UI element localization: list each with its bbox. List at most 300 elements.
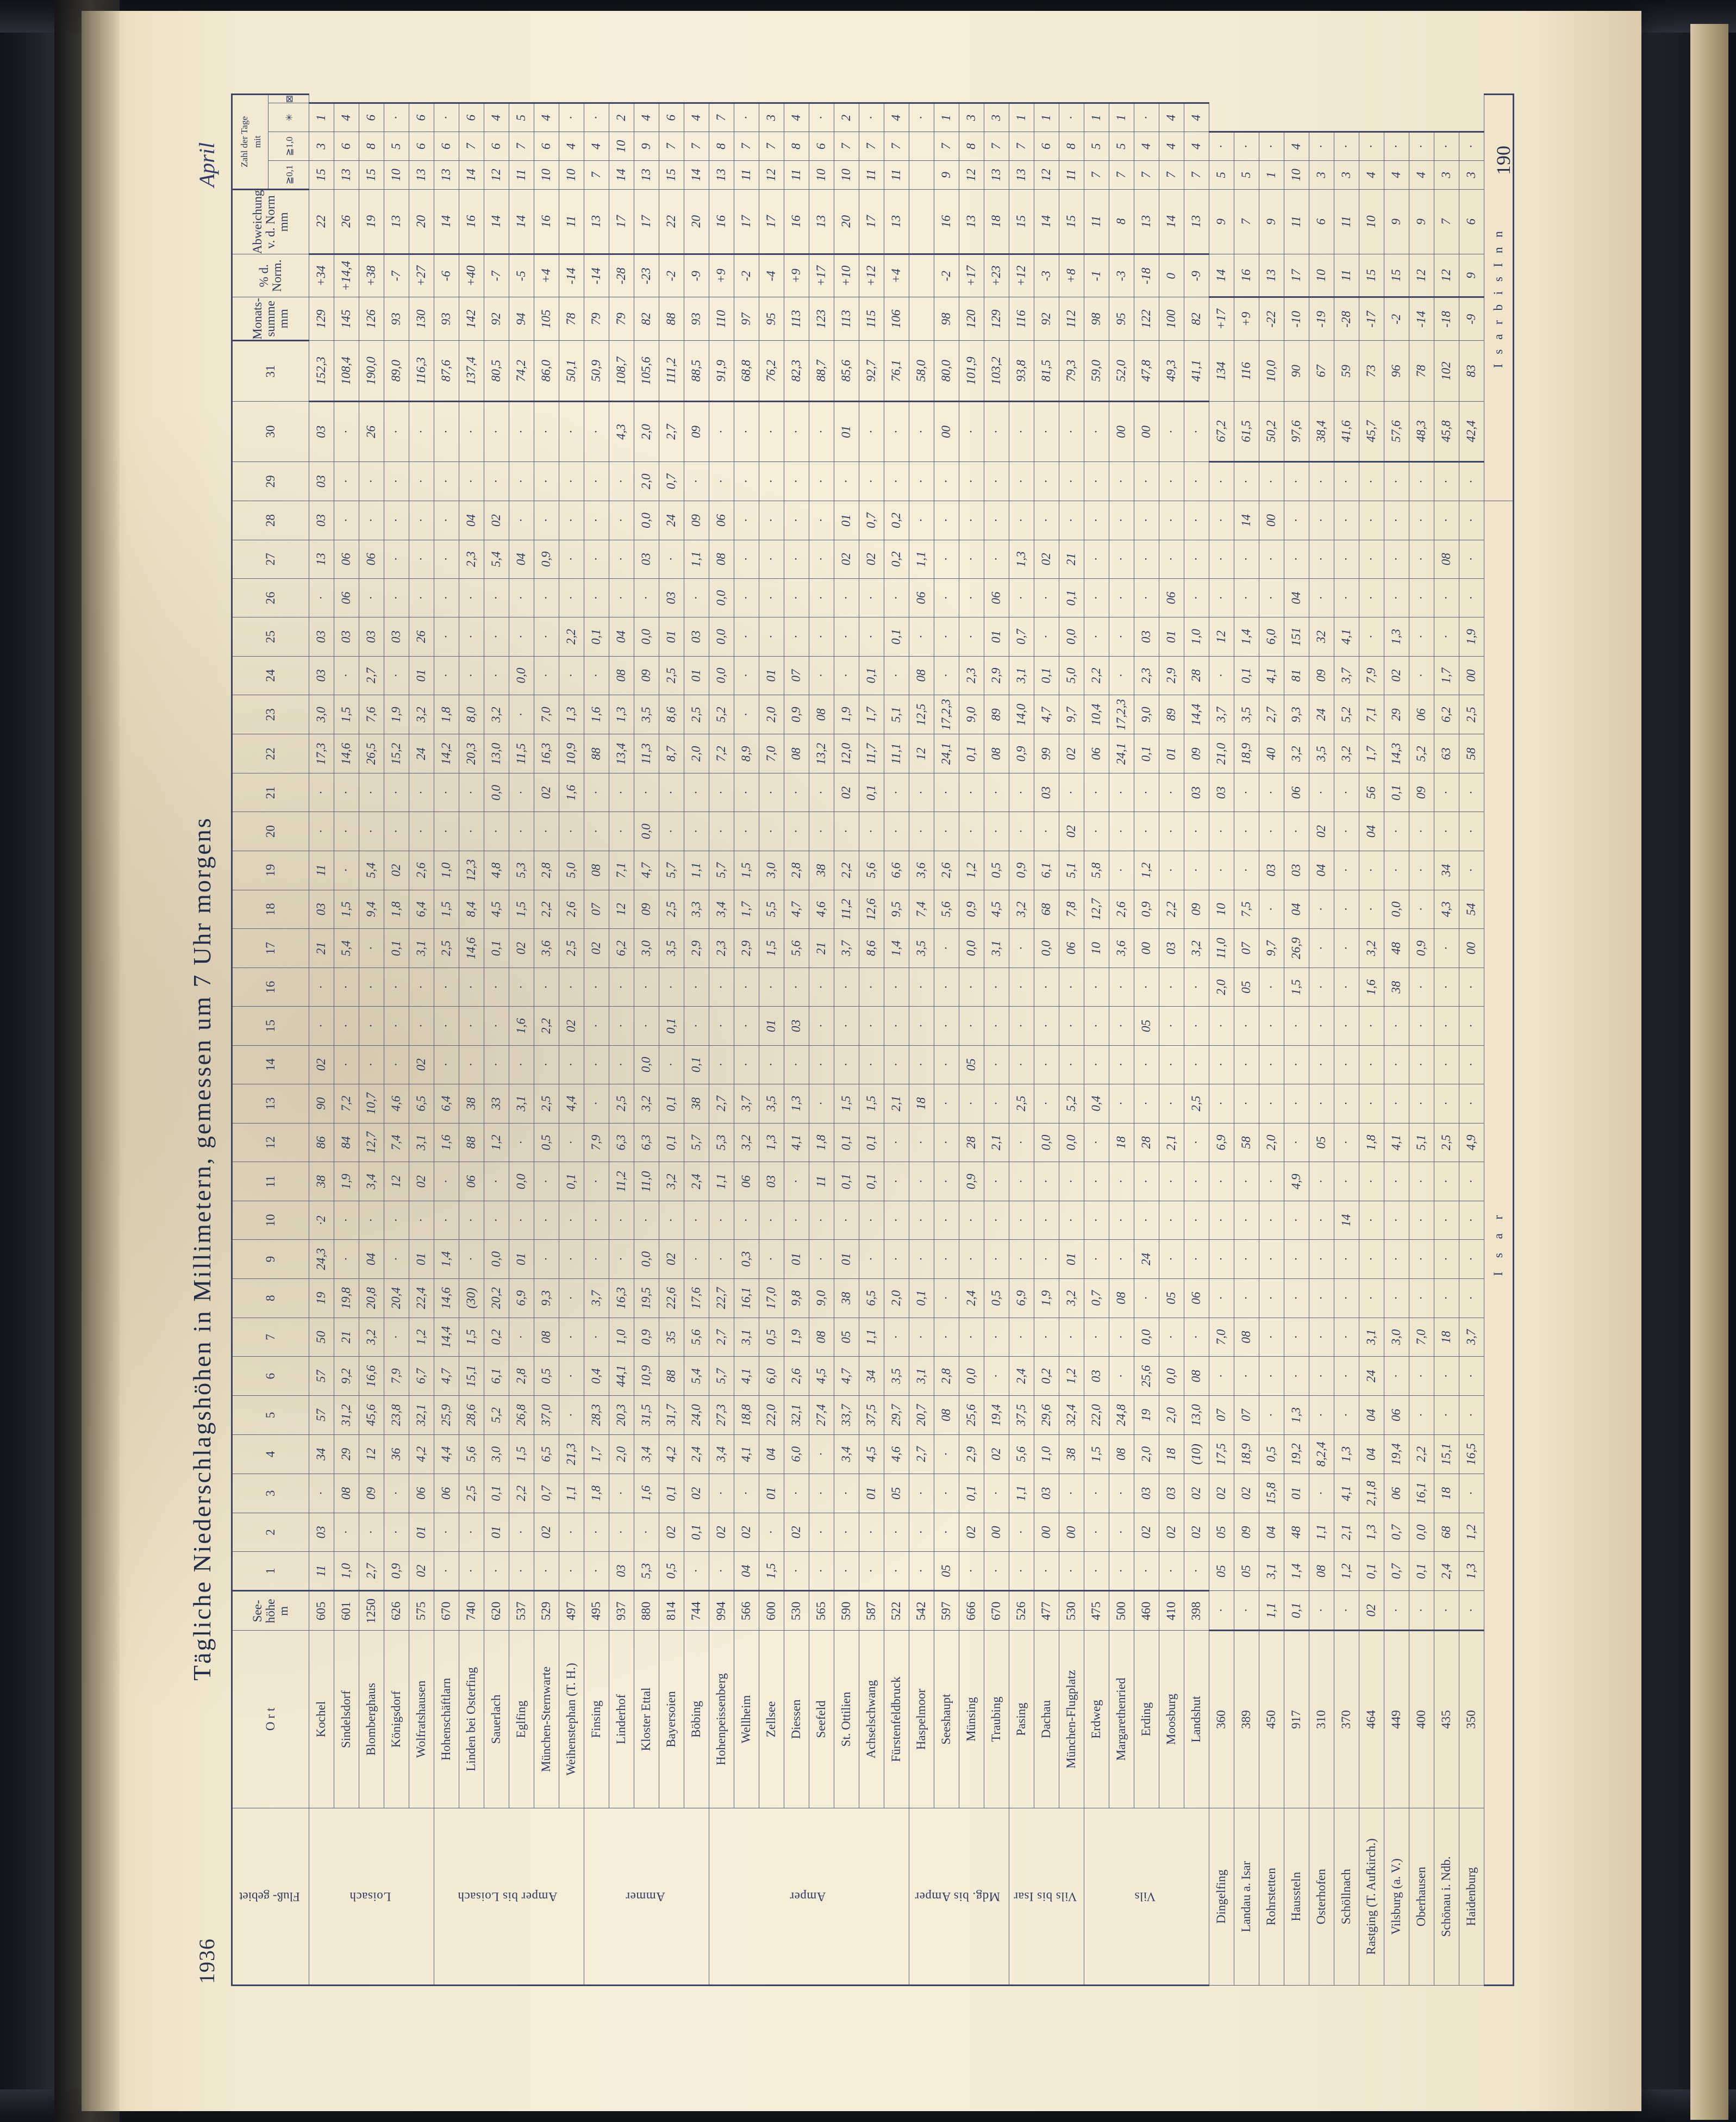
day-value-25: · [834,617,859,657]
row-monatssumme: 50,9 [584,341,609,402]
day-value-19: · [334,851,359,890]
row-seehoehe: 475 [1084,1591,1109,1631]
row-tage-schnee: 3 [1459,161,1484,189]
row-tage-ge-10: 13 [1009,161,1034,189]
day-value-5: 19 [1134,1396,1159,1435]
row-prozent: 79 [609,297,634,341]
day-value-10: · [1184,1201,1209,1240]
day-value-27: · [1134,540,1159,578]
day-value-3: · [384,1474,409,1513]
day-value-20: · [1384,851,1409,890]
row-seehoehe: 449 [1384,1631,1409,1808]
day-value-29: · [609,462,634,501]
row-tage-ge-01: 18 [984,189,1009,254]
day-value-21: · [509,773,534,812]
day-value-13: 1,8 [1359,1123,1384,1162]
day-value-23: 40 [1259,734,1284,773]
day-value-15: 01 [759,1007,784,1045]
day-value-6: 2,6 [784,1357,809,1396]
day-value-8: 0,5 [984,1278,1009,1318]
day-value-9: · [1309,1278,1334,1318]
day-value-19: 0,9 [1009,851,1034,890]
day-value-13: 3,5 [759,1084,784,1123]
day-value-21: 02 [1309,812,1334,851]
row-tage-ge-10: 11 [1059,161,1084,189]
day-value-30: · [384,401,409,461]
row-tage-ge-01: 13 [384,189,409,254]
day-value-13: 4,4 [559,1084,584,1123]
day-value-6: 6,1 [484,1357,509,1396]
day-value-14: · [834,1045,859,1084]
day-value-5: 37,0 [534,1396,559,1435]
row-monatssumme: 41,6 [1334,401,1359,461]
day-value-15: · [1159,1007,1184,1045]
col-header-day-6: 6 [232,1357,309,1396]
day-value-15: · [409,1007,434,1045]
day-value-10: · [934,1201,959,1240]
day-value-27: · [1184,540,1209,578]
day-value-19: · [1334,890,1359,929]
day-value-2: 2,4 [1434,1552,1459,1591]
day-value-29: · [1034,462,1059,501]
row-tage-ge-10: 14 [459,161,484,189]
row-tage-schnee: 8 [359,132,384,160]
page-month: April [195,142,219,188]
day-value-29: 0,7 [659,462,684,501]
day-value-7: · [1034,1318,1059,1357]
day-value-16: · [609,968,634,1007]
day-value-13: · [1134,1084,1159,1123]
day-value-23: 2,5 [684,695,709,734]
day-value-30: · [984,401,1009,461]
day-value-14: · [1109,1045,1134,1084]
day-value-11: 11 [809,1162,834,1201]
day-value-16: · [634,968,659,1007]
day-value-17: 2,3 [709,929,734,968]
day-value-30: 03 [309,401,334,461]
day-value-7: · [1284,1357,1309,1396]
day-value-30: · [1059,401,1084,461]
day-value-26: 06 [1159,578,1184,617]
day-value-23: 58 [1459,734,1484,773]
day-value-3: 08 [334,1474,359,1513]
day-value-24: · [534,656,559,695]
day-value-22: 0,1 [1384,773,1409,812]
day-value-20: · [734,812,759,851]
row-monatssumme: 50,1 [559,341,584,402]
day-value-28: · [734,501,759,540]
day-value-21: · [959,773,984,812]
row-tage-ge-01: 8 [1109,189,1134,254]
row-tage-schnee: 3 [1309,161,1334,189]
day-value-6: · [1309,1396,1334,1435]
day-value-13: 4,6 [384,1084,409,1123]
row-seehoehe: 450 [1259,1631,1284,1808]
day-value-8: 9,0 [809,1278,834,1318]
row-tage-schnee: 5 [1234,161,1259,189]
row-tage-ge-01: 16 [459,189,484,254]
day-value-4: 12 [359,1434,384,1474]
day-value-11: 0,9 [959,1162,984,1201]
day-value-29: · [1109,462,1134,501]
row-tage-hagel: 1 [1084,103,1109,132]
row-seehoehe: 310 [1309,1631,1334,1808]
day-value-23: 18,9 [1234,734,1259,773]
day-value-17: 3,1 [409,929,434,968]
day-value-29: · [934,462,959,501]
basin-label-isar-bis-inn: I s a r b i s I n n [1484,95,1514,501]
day-value-27: 02 [834,540,859,578]
day-value-10: · [759,1201,784,1240]
day-value-6: 2,4 [1009,1357,1034,1396]
day-value-8: 14,6 [434,1278,459,1318]
day-value-5: 17,5 [1209,1434,1234,1474]
day-value-22: 12,0 [834,734,859,773]
day-value-20: · [1334,851,1359,890]
row-seehoehe: 530 [1059,1591,1084,1631]
day-value-17: 0,1 [384,929,409,968]
day-value-17: 5,4 [334,929,359,968]
day-value-25: · [1084,617,1109,657]
day-value-10: · [984,1201,1009,1240]
day-value-29: · [759,462,784,501]
day-value-26: · [359,578,384,617]
day-value-11: 06 [734,1162,759,1201]
day-value-27: · [1334,578,1359,617]
day-value-23: 3,2 [1284,734,1309,773]
day-value-11: · [884,1162,909,1201]
day-value-15: 0,1 [659,1007,684,1045]
day-value-29: · [1059,462,1084,501]
row-prozent: 93 [384,297,409,341]
group-label-mdg-bis-amper: Mdg. bis Amper [909,1808,1009,1985]
row-tage-schnee: 6 [809,132,834,160]
day-value-13: 2,1 [884,1084,909,1123]
row-tage-schnee: 8 [709,132,734,160]
day-value-19: 5,4 [359,851,384,890]
day-value-15: · [484,1007,509,1045]
day-value-13: · [959,1084,984,1123]
day-value-28: · [334,501,359,540]
day-value-4: 01 [1284,1474,1309,1513]
row-monatssumme: 50,2 [1259,401,1284,461]
day-value-4: 1,5 [1084,1434,1109,1474]
row-monatssumme: 190,0 [359,341,384,402]
day-value-13: 1,3 [784,1084,809,1123]
day-value-2: 01 [409,1513,434,1551]
day-value-12: 1,6 [434,1123,459,1162]
day-value-4: 3,4 [634,1434,659,1474]
row-abweichung: -18 [1134,254,1159,297]
day-value-14: 0,0 [634,1045,659,1084]
row-monatssumme: 82,3 [784,341,809,402]
day-value-30: 4,3 [609,401,634,461]
day-value-23: 3,0 [309,695,334,734]
day-value-25: 26 [409,617,434,657]
day-value-27: · [759,540,784,578]
row-seehoehe: 398 [1184,1591,1209,1631]
day-value-23: 3,2 [409,695,434,734]
day-value-22: 56 [1359,773,1384,812]
day-value-6: 1,3 [1284,1396,1309,1435]
day-value-23: 12,5 [909,695,934,734]
day-value-12: 0,5 [534,1123,559,1162]
row-ort: Haspelmoor [909,1631,934,1808]
day-value-4: 02 [1209,1474,1234,1513]
day-value-14: · [659,1045,684,1084]
table-row [934,95,959,1986]
day-value-22: · [1309,773,1334,812]
day-value-3: · [1109,1474,1134,1513]
table-row [684,95,709,1986]
day-value-30: 26 [359,401,384,461]
day-value-18: · [1434,929,1459,968]
day-value-10: · [634,1201,659,1240]
day-value-2: 00 [1059,1513,1084,1551]
day-value-6: · [1434,1396,1459,1435]
day-value-22: · [1259,773,1284,812]
col-header-tage-hagel: ⊠ [268,95,309,103]
day-value-9: 01 [1059,1240,1084,1279]
row-seehoehe: 880 [634,1591,659,1631]
row-prozent: 95 [1109,297,1134,341]
day-value-4: 4,5 [859,1434,884,1474]
day-value-25: · [1109,617,1134,657]
day-value-27: · [384,540,409,578]
day-value-28: · [1284,540,1309,578]
day-value-28: · [1459,540,1484,578]
col-header-day-31: 31 [232,341,309,402]
day-value-25: · [859,617,884,657]
row-prozent: 59 [1334,341,1359,402]
row-tage-hagel: 2 [609,103,634,132]
row-prozent: 112 [1059,297,1084,341]
row-seehoehe: 500 [1109,1591,1134,1631]
row-prozent: 96 [1384,341,1409,402]
day-value-26: · [584,578,609,617]
day-value-5: 2,0 [1159,1396,1184,1435]
day-value-24: · [809,656,834,695]
day-value-18: 3,3 [684,890,709,929]
day-value-7: · [1334,1357,1359,1396]
day-value-20: · [709,812,734,851]
day-value-18: 7,4 [909,890,934,929]
row-tage-ge-10: 13 [984,161,1009,189]
day-value-7: 1,1 [859,1318,884,1357]
day-value-30: 01 [834,401,859,461]
day-value-5: 31,2 [334,1396,359,1435]
day-value-7: · [1434,1357,1459,1396]
day-value-19: 10 [1209,890,1234,929]
day-value-16: · [1359,1007,1384,1045]
book-page [82,11,1641,2111]
row-tage-hagel: 1 [1009,103,1034,132]
table-row [1409,95,1434,1986]
row-abweichung: +17 [959,254,984,297]
day-value-22: 13,0 [484,734,509,773]
day-value-30: · [859,401,884,461]
day-value-22: 11,1 [884,734,909,773]
day-value-5: 19,2 [1284,1434,1309,1474]
day-value-10: · [1334,1240,1359,1279]
table-row [459,95,484,1986]
day-value-13: · [1159,1084,1184,1123]
day-value-15: 03 [784,1007,809,1045]
day-value-11: 1,1 [709,1162,734,1201]
day-value-10: · [884,1201,909,1240]
day-value-2: 00 [984,1513,1009,1551]
day-value-20: 03 [1284,851,1309,890]
row-abweichung: -17 [1359,297,1384,341]
day-value-22: 24,1 [934,734,959,773]
day-value-25: 0,0 [709,617,734,657]
day-value-1: · [434,1552,459,1591]
day-value-3: 06 [434,1474,459,1513]
day-value-11: 0,0 [509,1162,534,1201]
day-value-16: · [459,968,484,1007]
table-row [884,95,909,1986]
day-value-20: 0,0 [634,812,659,851]
day-value-1: · [1034,1552,1059,1591]
page-year: 1936 [195,1938,219,1984]
day-value-2: · [859,1513,884,1551]
day-value-30: 09 [684,401,709,461]
day-value-3: 05 [884,1474,909,1513]
day-value-9: 24,3 [309,1240,334,1279]
day-value-2: 01 [484,1513,509,1551]
day-value-13: 2,5 [1184,1084,1209,1123]
day-value-4: 4,1 [1334,1474,1359,1513]
day-value-13: · [1284,1123,1309,1162]
day-value-8: 05 [1159,1278,1184,1318]
day-value-25: · [434,617,459,657]
day-value-4: 6,0 [784,1434,809,1474]
row-monatssumme: 48,3 [1409,401,1434,461]
day-value-27: · [959,540,984,578]
day-value-20: · [434,812,459,851]
day-value-18: 07 [584,890,609,929]
day-value-22: 7,2 [709,734,734,773]
day-value-17: 03 [1159,929,1184,968]
day-value-18: 3,2 [1359,929,1384,968]
day-value-25: 03 [1134,617,1159,657]
day-value-24: 03 [309,656,334,695]
day-value-12: 5,3 [709,1123,734,1162]
day-value-3: · [809,1474,834,1513]
col-header-ort: O r t [232,1631,309,1808]
day-value-2: · [834,1513,859,1551]
col-header-day-13: 13 [232,1084,309,1123]
row-seehoehe: 670 [984,1591,1009,1631]
day-value-7: 1,0 [609,1318,634,1357]
day-value-13: 10,7 [359,1084,384,1123]
row-tage-ge-10: 14 [684,161,709,189]
row-ort: Linderhof [609,1631,634,1808]
day-value-9: · [1084,1240,1109,1279]
row-tage-hagel: 1 [309,103,334,132]
row-prozent [909,297,934,341]
day-value-8: 17,6 [684,1278,709,1318]
row-prozent: 113 [784,297,809,341]
day-value-3: 1,1 [1009,1474,1034,1513]
row-tage-hagel: 4 [634,103,659,132]
day-value-5: 24,8 [1109,1396,1134,1435]
day-value-14: · [559,1045,584,1084]
day-value-18: 00 [1459,929,1484,968]
col-header-monatssumme: Monats- summe mm [232,297,309,341]
row-tage-schnee: 4 [1359,161,1384,189]
day-value-28: · [809,501,834,540]
day-value-23: 1,5 [334,695,359,734]
day-value-7: · [1209,1357,1234,1396]
day-value-22: 03 [1209,773,1234,812]
day-value-8: 0,1 [909,1278,934,1318]
day-value-3: 2,2 [509,1474,534,1513]
table-row [1334,95,1359,1986]
row-tage-schnee: 4 [1134,132,1159,160]
day-value-4: 2,0 [1134,1434,1159,1474]
day-value-18: · [1309,929,1334,968]
day-value-24: 0,1 [859,656,884,695]
table-row [784,95,809,1986]
day-value-27: · [434,540,459,578]
row-ort: Schönau i. Ndb. [1434,1808,1459,1985]
day-value-29: · [509,462,534,501]
table-row [1184,95,1209,1986]
day-value-23: 1,9 [834,695,859,734]
table-row [1384,95,1409,1986]
day-value-25: 7,9 [1359,656,1384,695]
day-value-21: · [934,773,959,812]
day-value-3: 03 [1134,1474,1159,1513]
day-value-14: · [334,1045,359,1084]
day-value-10: · [1159,1201,1184,1240]
day-value-21: · [1334,812,1359,851]
day-value-23: 3,5 [1309,734,1334,773]
day-value-9: 0,0 [484,1240,509,1279]
day-value-20: · [384,812,409,851]
day-value-25: · [784,617,809,657]
day-value-15: · [309,1007,334,1045]
day-value-12: · [1009,1123,1034,1162]
table-row [1034,95,1059,1986]
day-value-2: · [884,1513,909,1551]
day-value-29: · [1209,501,1234,540]
day-value-7: 0,2 [484,1318,509,1357]
row-tage-ge-10: 15 [659,161,684,189]
day-value-7: · [934,1318,959,1357]
day-value-1: 11 [309,1552,334,1591]
day-value-21: · [684,773,709,812]
day-value-1: · [1334,1591,1359,1631]
day-value-18: 4,5 [484,890,509,929]
day-value-5: 45,6 [359,1396,384,1435]
row-tage-ge-01: 17 [609,189,634,254]
day-value-18: 5,6 [934,890,959,929]
row-ort: Fürstenfeldbruck [884,1631,909,1808]
day-value-5: 20,3 [609,1396,634,1435]
row-tage-schnee: 7 [934,132,959,160]
table-row [659,95,684,1986]
day-value-29: · [1009,462,1034,501]
col-header-day-1: 1 [232,1552,309,1591]
row-monatssumme: 137,4 [459,341,484,402]
day-value-3: 03 [1159,1474,1184,1513]
row-seehoehe: 350 [1459,1631,1484,1808]
row-monatssumme: 80,0 [934,341,959,402]
day-value-17: 3,1 [984,929,1009,968]
row-abweichung: +17 [809,254,834,297]
